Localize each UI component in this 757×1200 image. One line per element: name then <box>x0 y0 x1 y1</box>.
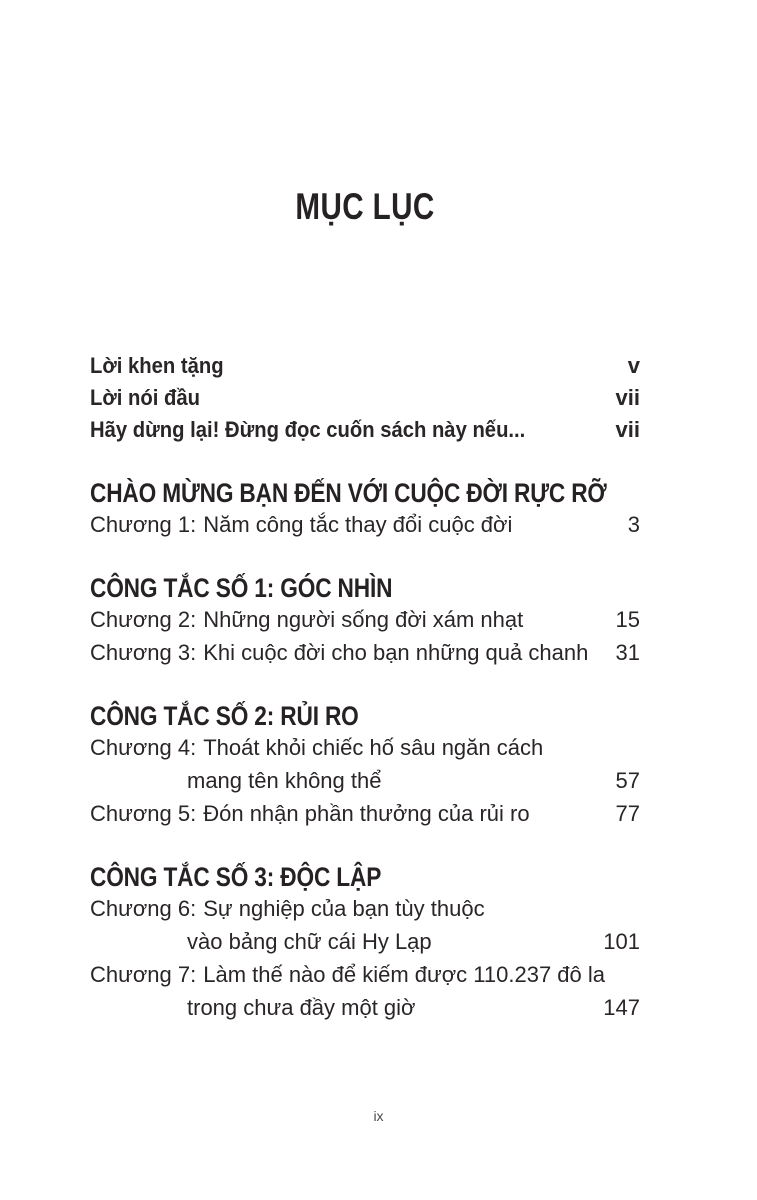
chapter-prefix: Chương 6: <box>90 896 197 921</box>
chapter-page-number: 15 <box>615 607 640 632</box>
front-matter-page-number: v <box>627 353 640 378</box>
toc-section-switch-3 <box>90 862 640 1024</box>
chapter-title <box>90 797 530 830</box>
front-matter-list <box>90 350 640 446</box>
chapter-title <box>90 603 523 636</box>
chapter-line <box>90 958 640 991</box>
front-matter-row <box>90 382 640 414</box>
chapter-line <box>90 797 640 830</box>
chapter-line-continuation <box>90 764 640 797</box>
chapter-line <box>90 636 640 669</box>
chapter-title <box>90 508 512 541</box>
chapter-title-text: Làm thế nào để kiếm được 110.237 đô la <box>203 962 605 987</box>
chapter-prefix: Chương 2: <box>90 607 197 632</box>
toc-section-welcome <box>90 478 640 541</box>
chapter-title-text: Sự nghiệp của bạn tùy thuộc <box>203 896 485 921</box>
chapter-line <box>90 508 640 541</box>
front-matter-label: Lời nói đầu <box>90 385 200 410</box>
toc-chapter-6 <box>90 892 640 958</box>
chapter-title-text: Những người sống đời xám nhạt <box>203 607 524 632</box>
chapter-line-continuation <box>90 991 640 1024</box>
chapter-title-continuation: trong chưa đầy một giờ <box>187 995 416 1020</box>
toc-section-switch-1 <box>90 573 640 669</box>
chapter-page-number: 101 <box>603 929 640 954</box>
chapter-title-text: Thoát khỏi chiếc hố sâu ngăn cách <box>203 735 544 760</box>
toc-chapter-5 <box>90 797 640 830</box>
chapter-page-number: 31 <box>615 640 640 665</box>
section-heading: CÔNG TẮC SỐ 3: ĐỘC LẬP <box>90 862 382 892</box>
chapter-prefix: Chương 4: <box>90 735 197 760</box>
chapter-line-continuation <box>90 925 640 958</box>
chapter-prefix: Chương 3: <box>90 640 197 665</box>
section-heading: CÔNG TẮC SỐ 2: RỦI RO <box>90 701 359 731</box>
chapter-title-continuation: vào bảng chữ cái Hy Lạp <box>187 929 432 954</box>
toc-chapter-2 <box>90 603 640 636</box>
toc-section-switch-2 <box>90 701 640 830</box>
chapter-title-text: Đón nhận phần thưởng của rủi ro <box>203 801 530 826</box>
folio-page-number: ix <box>373 1108 384 1124</box>
front-matter-label: Hãy dừng lại! Đừng đọc cuốn sách này nếu... <box>90 417 526 442</box>
chapter-page-number: 77 <box>615 801 640 826</box>
chapter-title <box>90 731 543 764</box>
chapter-title <box>90 958 605 991</box>
chapter-title <box>90 892 485 925</box>
front-matter-page-number: vii <box>615 385 640 410</box>
front-matter-page-number: vii <box>615 417 640 442</box>
front-matter-row <box>90 414 640 446</box>
chapter-title-text: Khi cuộc đời cho bạn những quả chanh <box>203 640 589 665</box>
chapter-line <box>90 892 640 925</box>
toc-chapter-7 <box>90 958 640 1024</box>
chapter-title-continuation: mang tên không thể <box>187 768 382 793</box>
chapter-prefix: Chương 5: <box>90 801 197 826</box>
chapter-prefix: Chương 1: <box>90 512 197 537</box>
page-title <box>90 0 640 228</box>
toc-chapter-1 <box>90 508 640 541</box>
front-matter-label: Lời khen tặng <box>90 353 224 378</box>
page-title-text: MỤC LỤC <box>295 186 435 227</box>
chapter-line <box>90 731 640 764</box>
chapter-title-text: Năm công tắc thay đổi cuộc đời <box>203 512 513 537</box>
chapter-page-number: 3 <box>627 512 640 537</box>
chapter-page-number: 57 <box>615 768 640 793</box>
chapter-prefix: Chương 7: <box>90 962 197 987</box>
section-heading: CHÀO MỪNG BẠN ĐẾN VỚI CUỘC ĐỜI RỰC RỠ <box>90 478 607 508</box>
toc-chapter-3 <box>90 636 640 669</box>
chapter-page-number: 147 <box>603 995 640 1020</box>
front-matter-row <box>90 350 640 382</box>
section-heading: CÔNG TẮC SỐ 1: GÓC NHÌN <box>90 573 393 603</box>
chapter-title <box>90 636 588 669</box>
toc-chapter-4 <box>90 731 640 797</box>
chapter-line <box>90 603 640 636</box>
